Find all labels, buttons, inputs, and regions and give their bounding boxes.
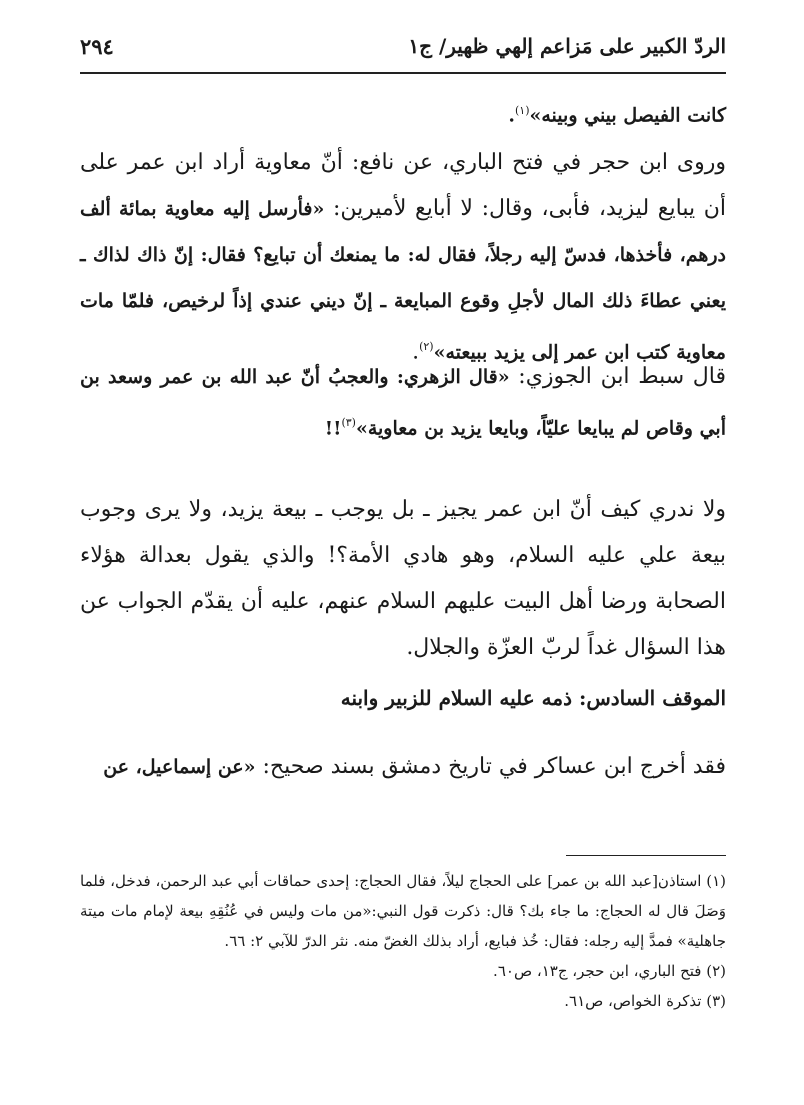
footnote-text: (١) استاذن[عبد الله بن عمر] على الحجاج ليلاً، فقال الحجاج: إحدى حماقات أبي عبد الرحمن، فدخل، فلما وَصَلَ قال له الحجاج: ما جاء بك؟ قال: ذكرت قول النبي:«من مات وليس في عُنُقِهِ بيعة لإمام مات ميتة جاهلية» فمدَّ إليه رجله: فقال: خُذ فبايع، أراد بذلك الغضّ منه. نثر الدرّ للآبي ٢: ٦٦. (80, 872, 727, 950)
paragraph-4 (80, 487, 726, 671)
quote-text: «قال الزهري: والعجبُ أنّ عبد الله بن عمر وسعد بن أبي وقاص لم يبايعا عليّاً، وبايعا يزيد بن معاوية» (80, 366, 726, 440)
narration-text: فقد أخرج ابن عساكر في تاريخ دمشق بسند صحيح: (262, 754, 726, 779)
footnote-text: (٣) تذكرة الخواص، ص٦١. (564, 992, 726, 1010)
footnote-text: (٢) فتح الباري، ابن حجر، ج١٣، ص٦٠. (493, 962, 726, 980)
header-divider (80, 72, 726, 74)
footnote-ref-1: (١) (514, 104, 530, 117)
footnote-3 (80, 986, 726, 1016)
quote-ending: كانت الفيصل بيني وبينه» (529, 104, 726, 127)
footnote-ref-2: (٢) (419, 340, 434, 353)
paragraph-2 (80, 140, 726, 375)
footnote-1 (80, 866, 726, 956)
argument-text: ولا ندري كيف أنّ ابن عمر يجيز ـ بل يوجب ـ بيعة يزيد، ولا يرى وجوب بيعة علي عليه السلام، وهو هادي الأمة؟! والذي يقول بعدالة هؤلاء الصحابة ورضا أهل البيت عليهم السلام عنهم، عليه أن يقدّم الجواب عن هذا السؤال غداً لربّ العزّة والجلال. (80, 497, 726, 660)
punctuation: . (412, 339, 420, 365)
page-number: ٢٩٤ (80, 34, 114, 59)
quote-text: «فأرسل إليه معاوية بمائة ألف درهم، فأخذها، فدسّ إليه رجلاً، فقال له: ما يمنعك أن تبايع؟ فقال: إنّ ذاك لذاك ـ يعني عطاءَ ذلك المال لأجلِ وقوع المبايعة ـ إنّ ديني عندي إذاً لرخيص، فلمّا مات معاوية كتب ابن عمر إلى يزيد ببيعته» (80, 198, 726, 364)
running-title: الردّ الكبير على مَزاعم إلهي ظهير/ ج١ (408, 34, 726, 58)
footnote-divider (566, 855, 726, 856)
paragraph-3 (80, 354, 726, 451)
narration-text: قال سبط ابن الجوزي: (518, 364, 727, 389)
quote-text: «عن إسماعيل، عن (103, 756, 256, 778)
paragraph-1 (80, 92, 726, 134)
footnote-ref-3: (٣) (341, 416, 356, 429)
punctuation: !! (324, 417, 342, 440)
paragraph-5 (80, 744, 726, 790)
page-header (80, 26, 726, 66)
footnote-2 (80, 956, 726, 986)
punctuation: . (508, 104, 515, 127)
section-heading (80, 686, 726, 710)
section-heading-text: الموقف السادس: ذمه عليه السلام للزبير وابنه (340, 686, 726, 710)
narration-text: وروى ابن حجر في فتح الباري، عن نافع: أنّ معاوية أراد ابن عمر على أن يبايع ليزيد، فأبى، وقال: لا أبايع لأميرين: (80, 150, 726, 221)
